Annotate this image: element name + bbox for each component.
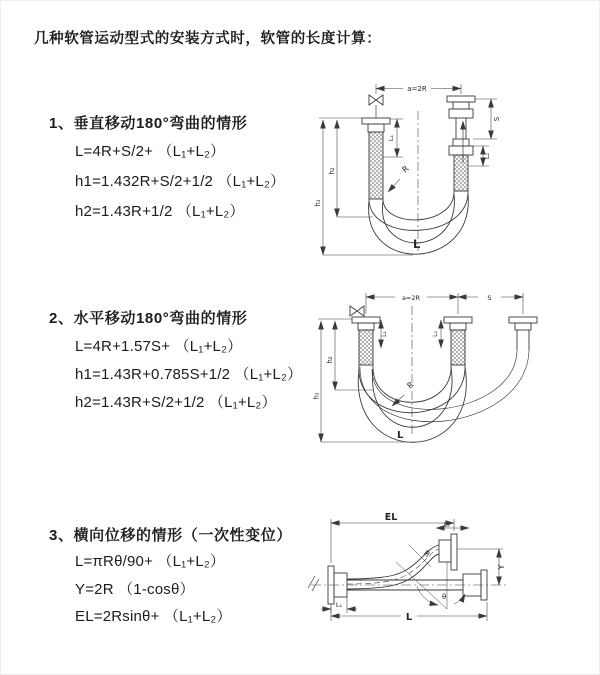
hose-braid-middle	[451, 330, 465, 365]
dim-label-l1: L₁	[335, 601, 343, 609]
formula-line: EL=2Rsinθ+ （L₁+L₂）	[75, 608, 232, 625]
dimension-a2r	[366, 293, 523, 314]
flange-fitting-left	[352, 317, 380, 330]
hose-braid-left	[369, 132, 383, 199]
dim-label-l2: L₂	[483, 152, 491, 160]
dim-label-l2: L₂	[432, 331, 439, 337]
flange-fitting-left	[362, 118, 390, 132]
formula-line: Y=2R （1-cosθ）	[75, 581, 195, 598]
dim-label-s: S	[487, 294, 492, 302]
radius-label: R	[421, 548, 432, 560]
break-mark	[308, 576, 319, 591]
formula-line: L=4R+S/2+ （L₁+L₂）	[75, 143, 226, 160]
formula-line: h2=1.43R+S/2+1/2 （L₁+L₂）	[75, 394, 277, 411]
dim-label-h2: h₂	[328, 167, 336, 175]
diagram-horizontal-180-bend	[313, 284, 591, 456]
hose-braid-right	[454, 155, 468, 191]
valve-icon	[369, 95, 383, 118]
section-3-heading: 3、横向位移的情形（一次性变位）	[49, 527, 292, 544]
radius-leader	[388, 179, 400, 192]
flange-fitting-displaced	[439, 534, 457, 570]
radius-leader	[392, 395, 404, 406]
diagram-lateral-displacement	[301, 507, 599, 637]
radius-label: R	[400, 164, 411, 175]
u-bend-displaced	[360, 350, 529, 422]
page-title: 几种软管运动型式的安装方式时，软管的长度计算：	[34, 31, 382, 47]
dim-label-y: Y	[497, 564, 506, 570]
diagram-vertical-180-bend	[313, 71, 591, 259]
length-label: L	[405, 612, 413, 623]
dim-label-h1: h₁	[312, 392, 321, 400]
dim-label-l2: L₂	[443, 520, 451, 529]
rigid-pipe-right	[456, 118, 466, 139]
formula-line: L=πRθ/90+ （L₁+L₂）	[75, 553, 226, 570]
section-2-heading: 2、水平移动180°弯曲的情形	[49, 310, 248, 327]
hose-braid-left	[359, 330, 373, 365]
formula-line: h1=1.432R+S/2+1/2 （L₁+L₂）	[75, 173, 286, 190]
angle-label: θ	[442, 593, 447, 601]
valve-icon	[350, 306, 364, 316]
radius-label: R	[405, 380, 416, 391]
dim-label-el: EL	[384, 512, 398, 523]
dim-label-h2: h₂	[326, 356, 334, 364]
formula-line: L=4R+1.57S+ （L₁+L₂）	[75, 338, 243, 355]
dim-label-a2r: a=2R	[407, 85, 427, 93]
flange-fitting-middle	[444, 317, 472, 330]
flange-fitting-right-upper	[447, 96, 475, 118]
dim-label-h1: h₁	[314, 199, 322, 207]
dim-label-s: S	[493, 116, 501, 122]
dimension-h1-h2	[319, 118, 413, 255]
dim-label-l1: L₁	[381, 331, 388, 337]
dimension-el	[331, 519, 454, 563]
formula-line: h2=1.43R+1/2 （L₁+L₂）	[75, 203, 245, 220]
flange-fitting-right	[509, 317, 537, 350]
length-label: L	[397, 430, 404, 441]
dim-label-a2r: a=2R	[401, 294, 421, 302]
formula-line: h1=1.43R+0.785S+1/2 （L₁+L₂）	[75, 366, 303, 383]
length-label: L	[413, 237, 421, 251]
section-1-heading: 1、垂直移动180°弯曲的情形	[49, 115, 248, 132]
flange-fitting-right-lower	[449, 139, 473, 155]
dim-label-l1: L₁	[387, 134, 395, 142]
